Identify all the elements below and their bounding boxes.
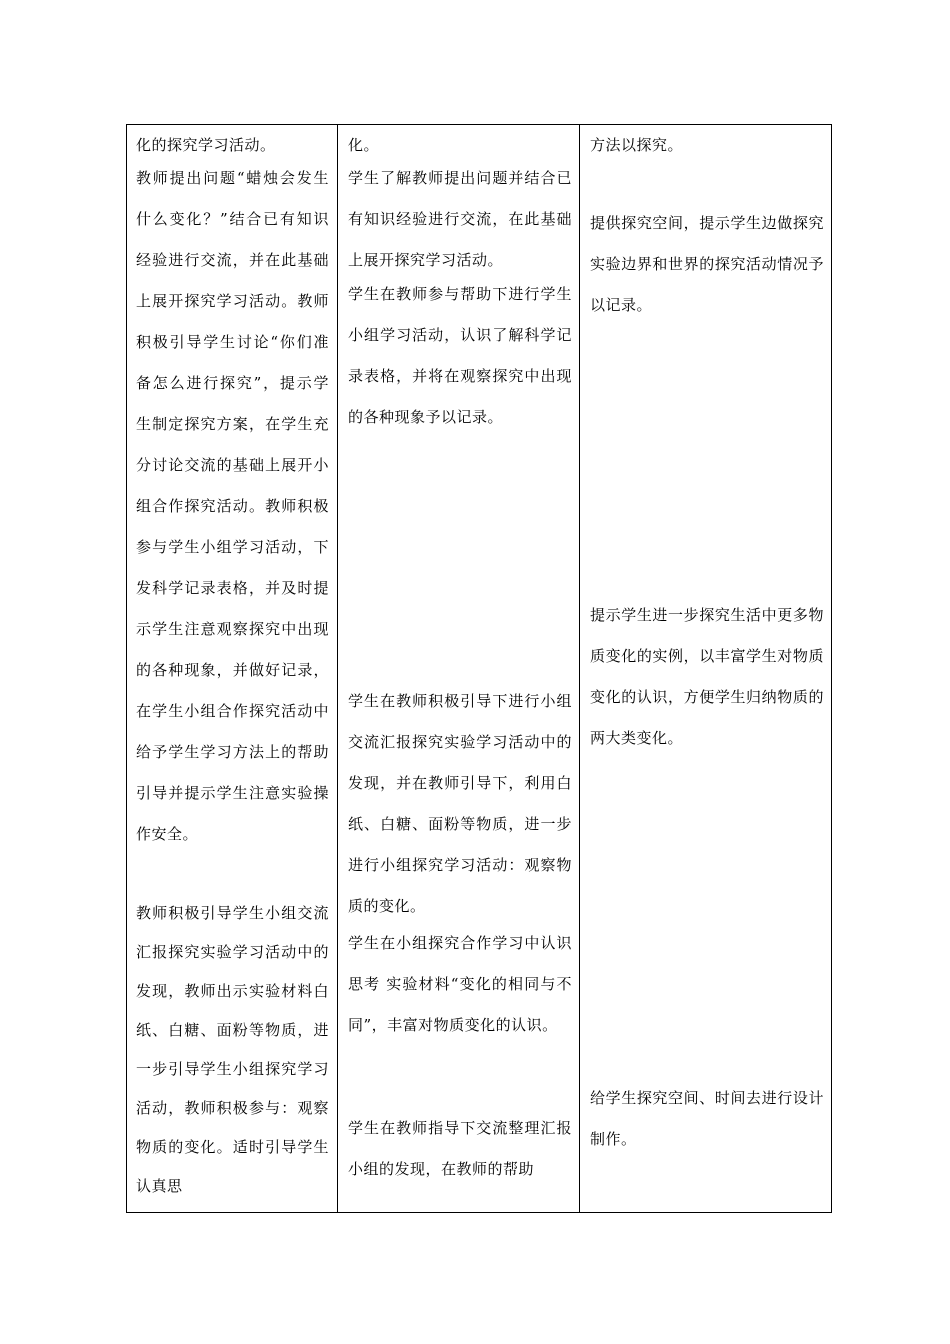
teacher-text-3: 教师积极引导学生小组交流汇报探究实验学习活动中的发现，教师出示实验材料白纸、白糖、面粉等物质，进一步引导学生小组探究学习活动，教师积极参与：观察物质的变化。适时引导学生认真思 bbox=[136, 904, 329, 1195]
student-text-6: 学生在教师指导下交流整理汇报小组的发现，在教师的帮助 bbox=[348, 1119, 572, 1178]
student-text-4: 学生在教师积极引导下进行小组交流汇报探究实验学习活动中的发现，并在教师引导下，利用白纸、白糖、面粉等物质，进一步进行小组探究学习活动：观察物质的变化。 bbox=[348, 692, 572, 915]
student-text-1: 化。 bbox=[348, 136, 380, 154]
student-text-2: 学生了解教师提出问题并结合已有知识经验进行交流，在此基础上展开探究学习活动。 bbox=[348, 169, 572, 269]
student-text-5: 学生在小组探究合作学习中认识思考 实验材料“变化的相同与不同”，丰富对物质变化的认识。 bbox=[348, 934, 572, 1034]
student-text-3: 学生在教师参与帮助下进行学生小组学习活动，认识了解科学记录表格，并将在观察探究中出现的各种现象予以记录。 bbox=[348, 285, 572, 426]
lesson-table bbox=[126, 124, 832, 1213]
intent-text-1: 方法以探究。 bbox=[590, 136, 684, 154]
teacher-activity-column bbox=[127, 125, 338, 1212]
intent-text-2: 提供探究空间，提示学生边做探究实验边界和世界的探究活动情况予以记录。 bbox=[590, 214, 824, 314]
intent-text-3: 提示学生进一步探究生活中更多物质变化的实例，以丰富学生对物质变化的认识，方便学生归纳物质的两大类变化。 bbox=[590, 606, 824, 747]
teacher-text-2: 教师提出问题“蜡烛会发生什么变化？”结合已有知识经验进行交流，并在此基础上展开探究学习活动。教师积极引导学生讨论“你们准备怎么进行探究”，提示学生制定探究方案，在学生充分讨论交流的基础上展开小组合作探究活动。教师积极参与学生小组学习活动，下发科学记录表格，并及时提示学生注意观察探究中出现的各种现象，并做好记录，在学生小组合作探究活动中给予学生学习方法上的帮助引导并提示学生注意实验操作安全。 bbox=[136, 169, 329, 843]
teacher-text-1: 化的探究学习活动。 bbox=[136, 136, 276, 154]
design-intent-column bbox=[580, 125, 831, 1212]
intent-text-4: 给学生探究空间、时间去进行设计制作。 bbox=[590, 1089, 824, 1148]
student-activity-column bbox=[338, 125, 580, 1212]
